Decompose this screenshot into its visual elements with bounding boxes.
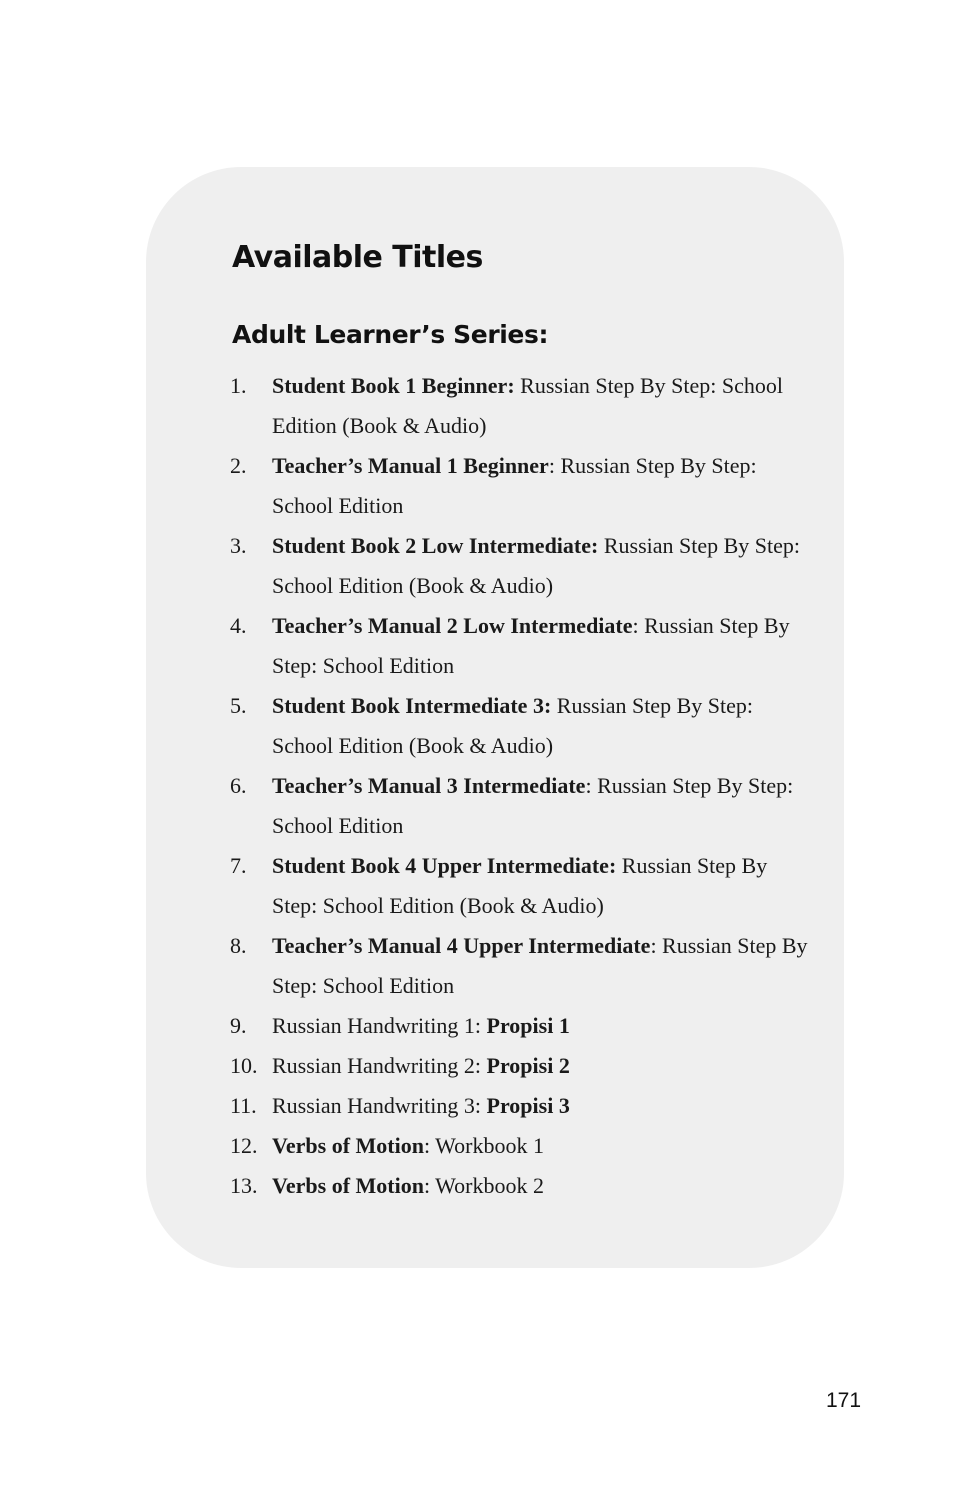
list-item-9 xyxy=(230,1006,810,1046)
list-item-8 xyxy=(230,926,810,1006)
item-title-rest: Russian Step By Step: School Edition (Book & Audio) xyxy=(272,373,783,438)
item-title-bold: Teacher’s Manual 3 Intermediate xyxy=(272,773,586,798)
item-title-bold: Propisi 2 xyxy=(486,1053,570,1078)
item-title-rest: Russian Step By Step: School Edition (Book & Audio) xyxy=(272,533,801,598)
item-number: 6. xyxy=(230,773,247,798)
item-title-bold: Teacher’s Manual 4 Upper Intermediate xyxy=(272,933,651,958)
item-title-rest: Russian Step By Step: School Edition (Book & Audio) xyxy=(272,693,753,758)
list-item-3 xyxy=(230,526,810,606)
page-number: 171 xyxy=(826,1389,862,1412)
list-item-5 xyxy=(230,686,810,766)
item-number: 7. xyxy=(230,853,247,878)
item-title-bold: Student Book 2 Low Intermediate: xyxy=(272,533,599,558)
item-title-rest: : Russian Step By Step: School Edition xyxy=(272,933,808,998)
item-title-bold: Propisi 1 xyxy=(486,1013,570,1038)
titles-list xyxy=(230,366,810,1206)
item-number: 5. xyxy=(230,693,247,718)
item-number: 1. xyxy=(230,373,247,398)
item-number: 10. xyxy=(230,1053,258,1078)
item-number: 11. xyxy=(230,1093,257,1118)
list-item-6 xyxy=(230,766,810,846)
list-item-1 xyxy=(230,366,810,446)
item-title-bold: Teacher’s Manual 2 Low Intermediate xyxy=(272,613,633,638)
item-title-bold: Verbs of Motion xyxy=(272,1133,424,1158)
item-number: 8. xyxy=(230,933,247,958)
page-title: Available Titles xyxy=(232,240,483,275)
item-number: 2. xyxy=(230,453,247,478)
item-number: 3. xyxy=(230,533,247,558)
item-number: 12. xyxy=(230,1133,258,1158)
item-title-rest: : Russian Step By Step: School Edition xyxy=(272,613,790,678)
item-title-rest: : Workbook 1 xyxy=(423,1133,545,1158)
list-item-11 xyxy=(230,1086,810,1126)
item-number: 13. xyxy=(230,1173,258,1198)
item-title-rest: Russian Step By Step: School Edition (Book & Audio) xyxy=(272,853,768,918)
item-title-rest: : Russian Step By Step: School Edition xyxy=(272,453,757,518)
list-item-10 xyxy=(230,1046,810,1086)
item-title-bold: Verbs of Motion xyxy=(272,1173,424,1198)
item-title-prefix: Russian Handwriting 2: xyxy=(272,1053,487,1078)
item-title-bold: Teacher’s Manual 1 Beginner xyxy=(272,453,549,478)
list-item-7 xyxy=(230,846,810,926)
item-title-rest: : Russian Step By Step: School Edition xyxy=(272,773,794,838)
item-title-prefix: Russian Handwriting 3: xyxy=(272,1093,487,1118)
item-title-prefix: Russian Handwriting 1: xyxy=(272,1013,487,1038)
item-title-bold: Propisi 3 xyxy=(486,1093,570,1118)
list-item-4 xyxy=(230,606,810,686)
list-item-12 xyxy=(230,1126,810,1166)
item-title-bold: Student Book Intermediate 3: xyxy=(272,693,552,718)
item-title-rest: : Workbook 2 xyxy=(423,1173,545,1198)
list-item-2 xyxy=(230,446,810,526)
item-title-bold: Student Book 4 Upper Intermediate: xyxy=(272,853,617,878)
series-heading: Adult Learner’s Series: xyxy=(232,320,549,349)
item-number: 9. xyxy=(230,1013,247,1038)
list-item-13 xyxy=(230,1166,810,1206)
item-number: 4. xyxy=(230,613,247,638)
item-title-bold: Student Book 1 Beginner: xyxy=(272,373,515,398)
